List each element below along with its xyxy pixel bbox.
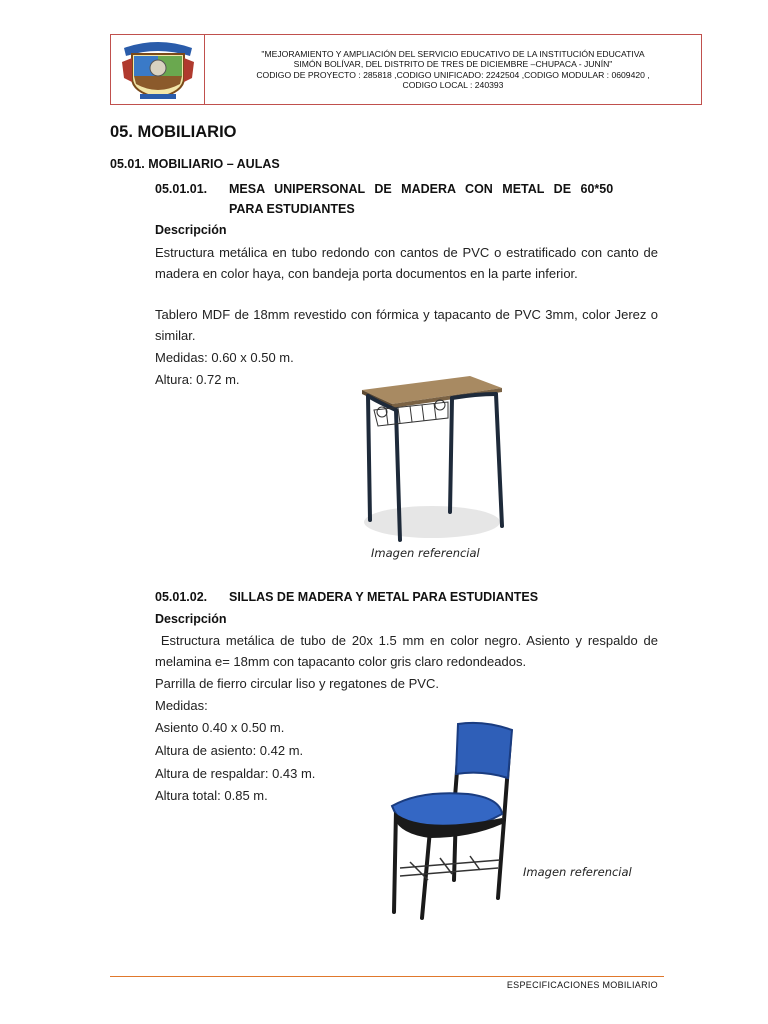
item1-caption: Imagen referencial: [371, 546, 480, 560]
item2-paragraph-7: Altura total: 0.85 m.: [155, 788, 268, 803]
header-text: [205, 35, 701, 104]
item2-paragraph-1: Estructura metálica de tubo de 20x 1.5 mm en color negro. Asiento y respaldo de melamina e= 18mm con tapacanto color gris claro redondeados.: [155, 633, 662, 669]
header-line-4: CODIGO LOCAL : 240393: [402, 80, 504, 90]
item2-paragraph-6: Altura de respaldar: 0.43 m.: [155, 766, 316, 781]
subsection-title: 05.01. MOBILIARIO – AULAS: [110, 157, 280, 171]
item1-paragraph-4: Altura: 0.72 m.: [155, 372, 240, 387]
item1-title-line2: PARA ESTUDIANTES: [229, 202, 355, 216]
document-header: [110, 34, 702, 105]
item2-paragraph-2: Parrilla de fierro circular liso y regatones de PVC.: [155, 676, 439, 691]
item1-desc-label: Descripción: [155, 223, 227, 237]
item2-heading: [155, 587, 538, 607]
item2-caption: Imagen referencial: [523, 865, 632, 879]
item2-paragraph-3: Medidas:: [155, 698, 208, 713]
item2-desc-label: Descripción: [155, 612, 227, 626]
section-title: 05. MOBILIARIO: [110, 123, 237, 141]
header-line-2: SIMÓN BOLÍVAR, DEL DISTRITO DE TRES DE DICIEMBRE –CHUPACA - JUNÍN": [293, 59, 613, 69]
student-chair-image: [380, 720, 520, 920]
item1-title-line1: MESA UNIPERSONAL DE MADERA CON METAL DE 60*50: [229, 182, 614, 196]
logo-cell: [111, 35, 205, 104]
institution-crest-icon: [118, 38, 198, 102]
student-desk-image: [352, 372, 512, 547]
item2-paragraph-5: Altura de asiento: 0.42 m.: [155, 743, 304, 758]
header-line-1: "MEJORAMIENTO Y AMPLIACIÓN DEL SERVICIO EDUCATIVO DE LA INSTITUCIÓN EDUCATIVA: [261, 48, 645, 59]
item1-heading: [155, 179, 658, 219]
item1-number: 05.01.01.: [155, 182, 208, 196]
footer-text: ESPECIFICACIONES MOBILIARIO: [506, 980, 658, 990]
item1-paragraph-1: Estructura metálica en tubo redondo con cantos de PVC o estratificado con canto de madera en color haya, con bandeja porta documentos en la parte inferior.: [155, 245, 658, 281]
item2-title: SILLAS DE MADERA Y METAL PARA ESTUDIANTES: [229, 590, 539, 604]
item2-paragraph-4: Asiento 0.40 x 0.50 m.: [155, 720, 285, 735]
footer-divider: [110, 976, 664, 977]
item1-paragraph-3: Medidas: 0.60 x 0.50 m.: [155, 350, 294, 365]
header-line-3: CODIGO DE PROYECTO : 285818 ,CODIGO UNIFICADO: 2242504 ,CODIGO MODULAR : 0609420 ,: [256, 69, 650, 80]
item2-number: 05.01.02.: [155, 590, 208, 604]
item1-paragraph-2: Tablero MDF de 18mm revestido con fórmica y tapacanto de PVC 3mm, color Jerez o similar.: [155, 307, 658, 343]
